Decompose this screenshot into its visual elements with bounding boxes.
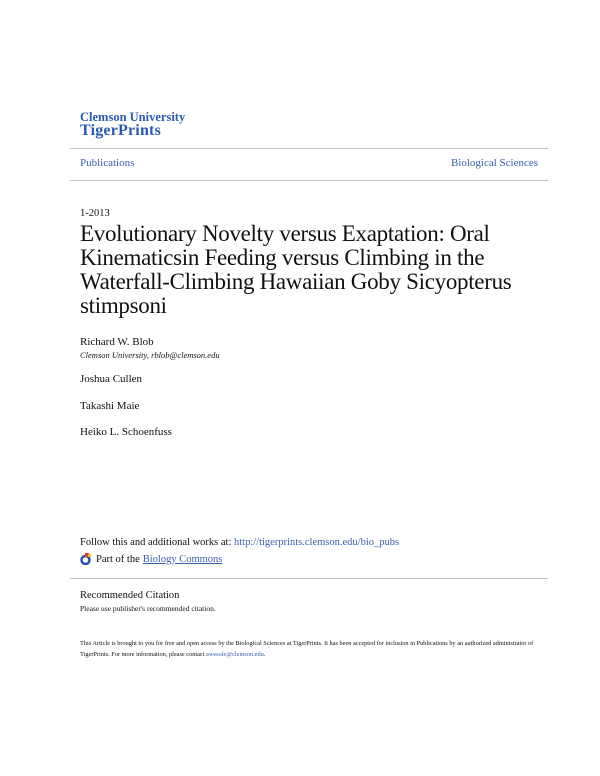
article-title: Evolutionary Novelty versus Exaptation: Oral Kinematicsin Feeding versus Climbing in the Waterfall-Climbing Hawaiian Goby Sicyopterus stimpsoni: [80, 221, 512, 318]
footer-notice: This Article is brought to you for free and open access by the Biological Sciences at TigerPrints. It has been accepted for inclusion in Publications by an authorized administrator of TigerPrints. For more information, please contact awesole@clemson.edu.: [80, 640, 534, 658]
author-name: Heiko L. Schoenfuss: [80, 426, 172, 438]
collection-url-link[interactable]: http://tigerprints.clemson.edu/bio_pubs: [234, 537, 400, 548]
contact-email-link[interactable]: awesole@clemson.edu: [206, 651, 264, 658]
biology-commons-link[interactable]: Biology Commons: [142, 553, 223, 565]
author-affiliation: Clemson University, rblob@clemson.edu: [80, 350, 220, 360]
header-divider-bottom: [70, 180, 548, 181]
author-name: Joshua Cullen: [80, 373, 143, 385]
header-divider-top: [70, 148, 548, 149]
publications-link[interactable]: Publications: [80, 157, 135, 169]
institution-name: Clemson University: [80, 110, 186, 124]
biological-sciences-link[interactable]: Biological Sciences: [450, 157, 538, 169]
citation-heading: Recommended Citation: [80, 590, 180, 601]
part-of-line: Part of the Biology Commons: [80, 553, 222, 565]
bepress-commons-icon: [80, 553, 92, 565]
section-divider: [70, 578, 548, 579]
author-name: Takashi Maie: [80, 400, 140, 412]
citation-text: Please use publisher's recommended citation.: [80, 604, 216, 613]
publication-date: 1-2013: [80, 208, 110, 219]
repository-name: TigerPrints: [80, 122, 162, 139]
follow-line: Follow this and additional works at: http://tigerprints.clemson.edu/bio_pubs: [80, 537, 400, 548]
author-name: Richard W. Blob: [80, 336, 154, 348]
